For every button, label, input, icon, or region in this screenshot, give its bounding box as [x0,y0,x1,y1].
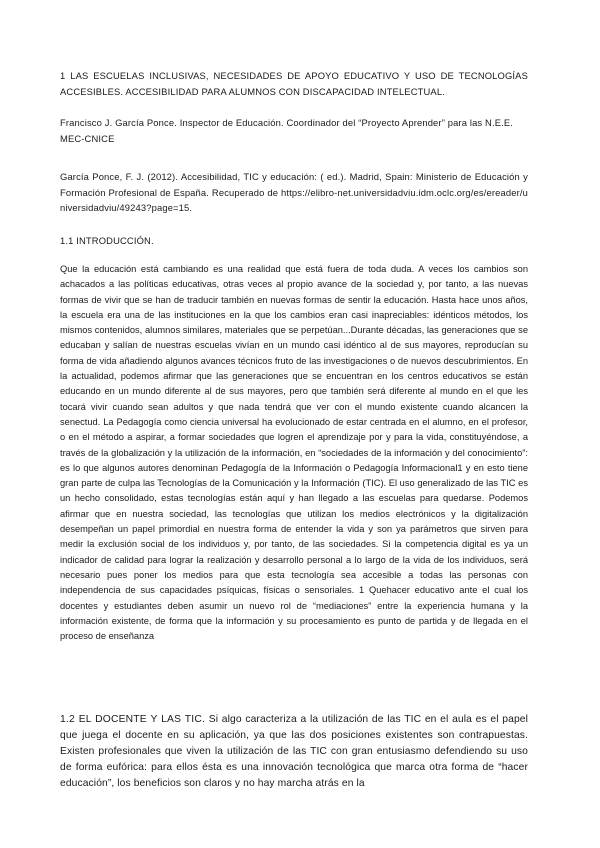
section-body-introduccion: Que la educación está cambiando es una realidad que está fuera de toda duda. A veces los cambios son achacados a las políticas educativas, otras veces al propio avance de la sociedad y, por tanto, a las nuevas formas de vivir que se han de traducir también en nuevas formas de sentir la educación. Hasta hace unos años, la escuela era una de las instituciones en la que los cambios eran casi inapreciables: idénticos métodos, los mismos contenidos, alumnos similares, materiales que se perpetúan...Durante décadas, las generaciones que se educaban y salían de nuestras escuelas vivían en un mundo casi idéntico al de sus mayores, reproducían su forma de vida añadiendo algunos avances técnicos fruto de las investigaciones o de nuevos descubrimientos. En la actualidad, podemos afirmar que las generaciones que se encuentran en los centros educativos se están educando en un mundo diferente al de sus mayores, pero que también será diferente al mundo en el que les tocará vivir cuando sean adultos y que nada tendrá que ver con el mundo existente cuando alcancen la senectud. La Pedagogía como ciencia universal ha evolucionado de estar centrada en el alumno, en el profesor, o en el método a aspirar, a formar sociedades que logren el aprendizaje por y para la vida, constituyéndose, a través de la globalización y la utilización de la información, en “sociedades de la información y del conocimiento”: es lo que algunos autores denominan Pedagogía de la Información o Pedagogía Informacional1 y en esto tiene gran parte de culpa las Tecnologías de la Comunicación y la Información (TIC). El uso generalizado de las TIC es un hecho consolidado, estas tecnologías están aquí y han llegado a las escuelas para quedarse. Podemos afirmar que en nuestra sociedad, las tecnologías que utilizan los medios electrónicos y la digitalización desempeñan un papel primordial en nuestra forma de entender la vida y son ya parámetros que sirven para medir la exclusión social de los individuos y, por tanto, de las sociedades. Si la competencia digital es ya un indicador de calidad para lograr la realización y desarrollo personal a lo largo de la vida de los individuos, será necesario pues poner los medios para que esta tecnología sea accesible a todas las personas con independencia de sus capacidades psíquicas, físicas o sensoriales. 1 Quehacer educativo ante el cual los docentes y estudiantes deben asumir un nuevo rol de “mediaciones” entre la experiencia humana y la información existente, de forma que la información y su procesamiento es punto de partida y de llegada en el proceso de enseñanza [60,264,528,642]
section-heading-docente-tic: 1.2 EL DOCENTE Y LAS TIC. [60,714,206,725]
document-title: 1 LAS ESCUELAS INCLUSIVAS, NECESIDADES DE APOYO EDUCATIVO Y USO DE TECNOLOGÍAS ACCESIBLES. ACCESIBILIDAD PARA ALUMNOS CON DISCAPACIDAD INTELECTUAL. [60,70,528,97]
citation: García Ponce, F. J. (2012). Accesibilidad, TIC y educación: ( ed.). Madrid, Spain: Ministerio de Educación y Formación Profesional de España. Recuperado de https://elibro-net.universidadviu.idm.oclc.org/es/ereader/universidadviu/49243?page=15. [60,171,528,213]
author-line: Francisco J. García Ponce. Inspector de Educación. Coordinador del “Proyecto Aprender” para las N.E.E. MEC-CNICE [60,117,514,144]
section-docente-tic [60,712,528,792]
section-body-docente-tic: Si algo caracteriza a la utilización de las TIC en el aula es el papel que juega el docente en su aplicación, ya que las dos posiciones existentes son contrapuestas. Existen profesionales que viven la utilización de las TIC con gran entusiasmo defendiendo su uso de forma eufórica: para ellos ésta es una innovación tecnológica que marca otra forma de “hacer educación”, los beneficios son claros y no hay marcha atrás en la [60,714,528,789]
section-heading-introduccion: 1.1 INTRODUCCIÓN. [60,235,154,246]
